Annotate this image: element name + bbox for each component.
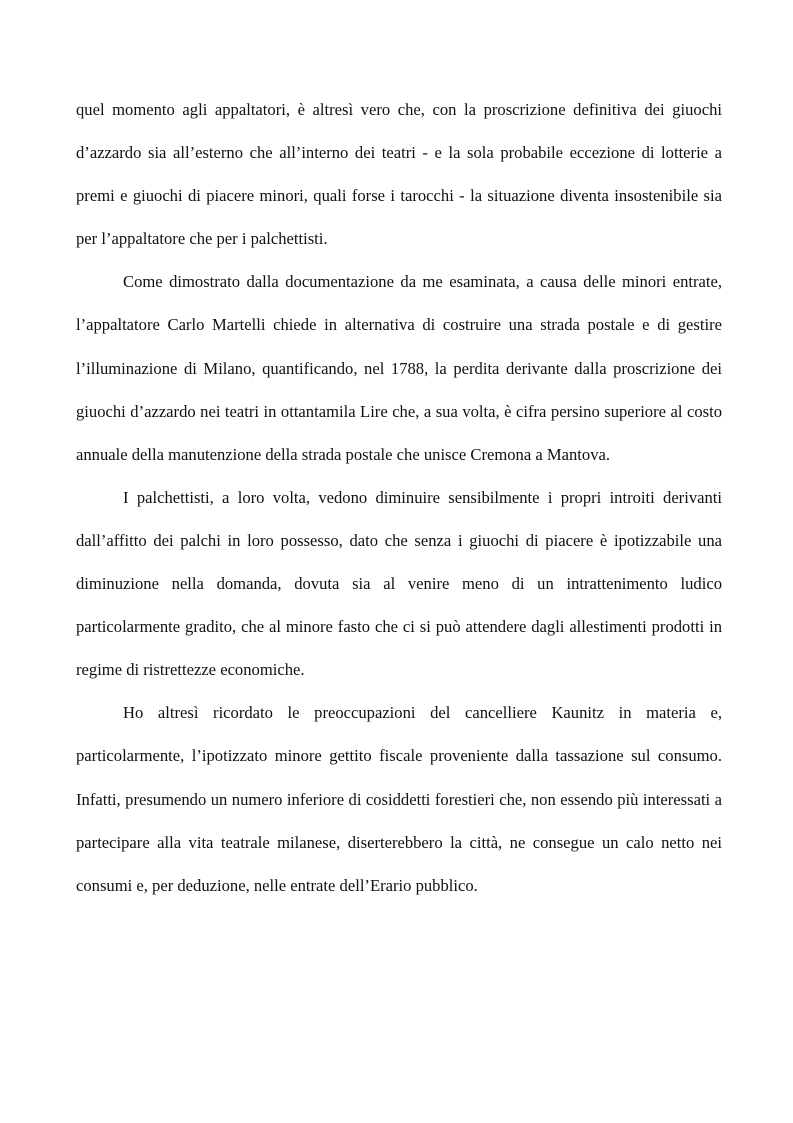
paragraph-4: Ho altresì ricordato le preoccupazioni del cancelliere Kaunitz in materia e, particolarmente, l’ipotizzato minore gettito fiscale proveniente dalla tassazione sul consumo. Infatti, presumendo un numero inferiore di cosiddetti forestieri che, non essendo più interessati a partecipare alla vita teatrale milanese, diserterebbero la città, ne consegue un calo netto nei consumi e, per deduzione, nelle entrate dell’Erario pubblico. [76, 703, 722, 895]
paragraph-1: quel momento agli appaltatori, è altresì vero che, con la proscrizione definitiva dei giuochi d’azzardo sia all’esterno che all’interno dei teatri - e la sola probabile eccezione di lotterie a premi e giuochi di piacere minori, quali forse i tarocchi - la situazione diventa insostenibile sia per l’appaltatore che per i palchettisti. [76, 100, 722, 249]
paragraph-3: I palchettisti, a loro volta, vedono diminuire sensibilmente i propri introiti derivanti dall’affitto dei palchi in loro possesso, dato che senza i giuochi di piacere è ipotizzabile una diminuzione nella domanda, dovuta sia al venire meno di un intrattenimento ludico particolarmente gradito, che al minore fasto che ci si può attendere dagli allestimenti prodotti in regime di ristrettezze economiche. [76, 487, 722, 680]
document-body [76, 88, 722, 907]
paragraph-2: Come dimostrato dalla documentazione da me esaminata, a causa delle minori entrate, l’appaltatore Carlo Martelli chiede in alternativa di costruire una strada postale e di gestire l’illuminazione di Milano, quantificando, nel 1788, la perdita derivante dalla proscrizione dei giuochi d’azzardo nei teatri in ottantamila Lire che, a sua volta, è cifra persino superiore al costo annuale della manutenzione della strada postale che unisce Cremona a Mantova. [76, 272, 722, 464]
